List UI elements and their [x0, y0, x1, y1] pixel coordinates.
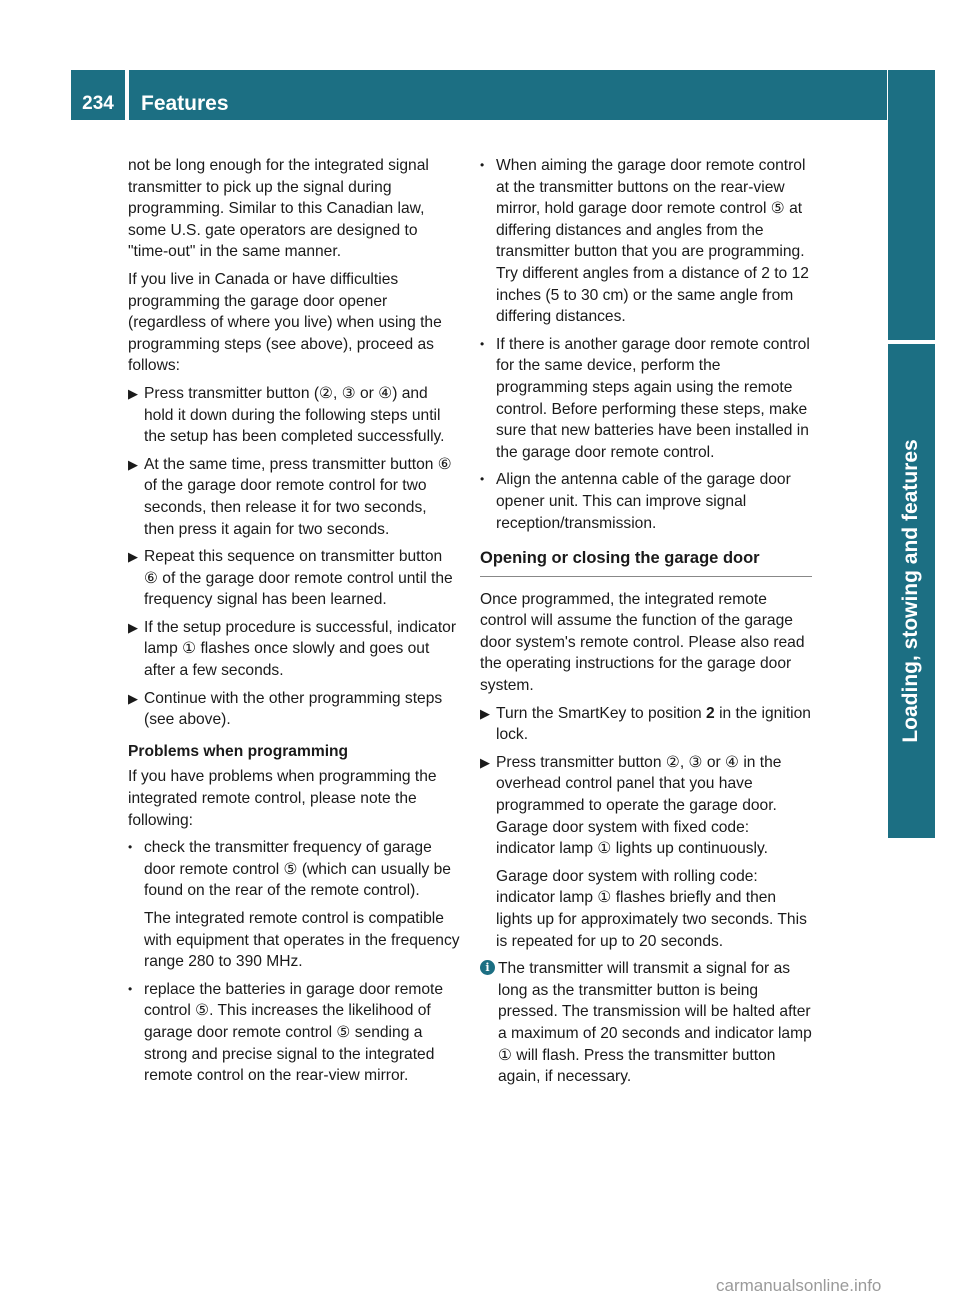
- step2-extra: Garage door system with rolling code: indicator lamp ① flashes briefly and then lights up for approximately two seconds. This is repeated for up to 20 seconds.: [496, 867, 807, 950]
- step-text: At the same time, press transmitter button ⑥ of the garage door remote control for two seconds, then release it for two seconds, then press it again for two seconds.: [144, 455, 452, 538]
- step2-text: Press transmitter button ②, ③ or ④ in the overhead control panel that you have programmed to operate the garage door. Garage door system with fixed code: indicator lamp ① lights up continuously.: [496, 753, 782, 858]
- dot-bullet-icon: •: [480, 158, 485, 172]
- tip-bullet: [480, 155, 812, 328]
- step-item: [128, 617, 460, 682]
- info-icon: i: [480, 960, 495, 975]
- chapter-side-tab: [888, 344, 935, 838]
- section-intro: Once programmed, the integrated remote control will assume the function of the garage door system's remote control. Please also read the operating instructions for the garage door system.: [480, 590, 805, 695]
- section-heading: Opening or closing the garage door: [480, 548, 812, 577]
- step1-text-before: Turn the SmartKey to position: [496, 704, 707, 722]
- tip-bullet: [480, 334, 812, 464]
- page-number: 234: [82, 93, 114, 114]
- problem-text: replace the batteries in garage door remote control ⑤. This increases the likelihood of garage door remote control ⑤ sending a strong and precise signal to the integrated remote control on the rear-view mirror.: [144, 980, 444, 1085]
- arrow-bullet-icon: ▶: [480, 705, 490, 721]
- problems-heading: Problems when programming: [128, 742, 349, 760]
- note-text: The transmitter will transmit a signal for as long as the transmitter button is being pressed. The transmission will be halted after a maximum of 20 seconds and indicator lamp ① will flash. Press the transmitter button again, if necessary.: [498, 960, 812, 1086]
- page-header: [71, 70, 887, 120]
- watermark: carmanualsonline.info: [716, 1276, 882, 1295]
- arrow-bullet-icon: ▶: [128, 385, 138, 401]
- intro-paragraph: not be long enough for the integrated signal transmitter to pick up the signal during programming. Similar to this Canadian law, some U.S. gate operators are designed to "time-out" in the same manner.: [128, 157, 429, 261]
- arrow-bullet-icon: ▶: [480, 754, 490, 770]
- problem-bullet: [128, 979, 460, 1087]
- left-column: [128, 155, 460, 1093]
- step-item: [128, 546, 460, 611]
- tip-text: If there is another garage door remote control for the same device, perform the programming steps again using the remote control. Before performing these steps, make sure that new batteries have been installed in the garage door remote control.: [496, 335, 810, 461]
- tip-bullet: [480, 469, 812, 534]
- step-item: [128, 688, 460, 731]
- side-strip: [888, 70, 935, 340]
- dot-bullet-icon: •: [480, 472, 485, 487]
- step-text: Repeat this sequence on transmitter button ⑥ of the garage door remote control until the frequency signal has been learned.: [144, 548, 453, 609]
- dot-bullet-icon: •: [480, 336, 485, 351]
- problem-bullet: [128, 837, 460, 973]
- canada-paragraph: If you live in Canada or have difficulties programming the garage door opener (regardless of where you live) when using the programming steps (see above), proceed as follows:: [128, 270, 442, 375]
- tip-text: When aiming the garage door remote control at the transmitter buttons on the rear-view mirror, hold garage door remote control ⑤ at differing distances and angles from the transmitter button that you are programming. Try different angles from a distance of 2 to 12 inches (5 to 30 cm) or the same angle from differing distances.: [496, 157, 809, 326]
- step1-text-after: in the ignition lock.: [496, 704, 811, 744]
- right-column: [480, 155, 812, 1088]
- arrow-bullet-icon: ▶: [128, 456, 138, 472]
- problem-extra: The integrated remote control is compatible with equipment that operates in the frequency range 280 to 390 MHz.: [144, 910, 460, 971]
- arrow-bullet-icon: ▶: [128, 619, 138, 635]
- step1-position: 2: [706, 704, 715, 722]
- step-item: [128, 383, 460, 448]
- step-item: [480, 703, 812, 746]
- step-text: If the setup procedure is successful, indicator lamp ① flashes once slowly and goes out after a few seconds.: [144, 618, 457, 680]
- info-note: [480, 958, 812, 1088]
- step-text: Press transmitter button (②, ③ or ④) and hold it down during the following steps until the setup has been completed successfully.: [144, 384, 445, 446]
- step-item: [128, 454, 460, 540]
- arrow-bullet-icon: ▶: [128, 549, 138, 565]
- step-item: [480, 752, 812, 952]
- dot-bullet-icon: •: [128, 981, 133, 996]
- problem-text: check the transmitter frequency of garage door remote control ⑤ (which can usually be found on the rear of the remote control).: [144, 839, 451, 900]
- tip-text: Align the antenna cable of the garage door opener unit. This can improve signal reception/transmission.: [496, 471, 791, 532]
- arrow-bullet-icon: ▶: [128, 690, 138, 706]
- step-text: Continue with the other programming steps (see above).: [144, 689, 443, 729]
- section-title: Features: [141, 92, 229, 115]
- dot-bullet-icon: •: [128, 840, 133, 855]
- header-separator: [125, 70, 129, 120]
- chapter-tab-label: Loading, stowing and features: [899, 439, 922, 743]
- problems-intro: If you have problems when programming the integrated remote control, please note the following:: [128, 768, 437, 829]
